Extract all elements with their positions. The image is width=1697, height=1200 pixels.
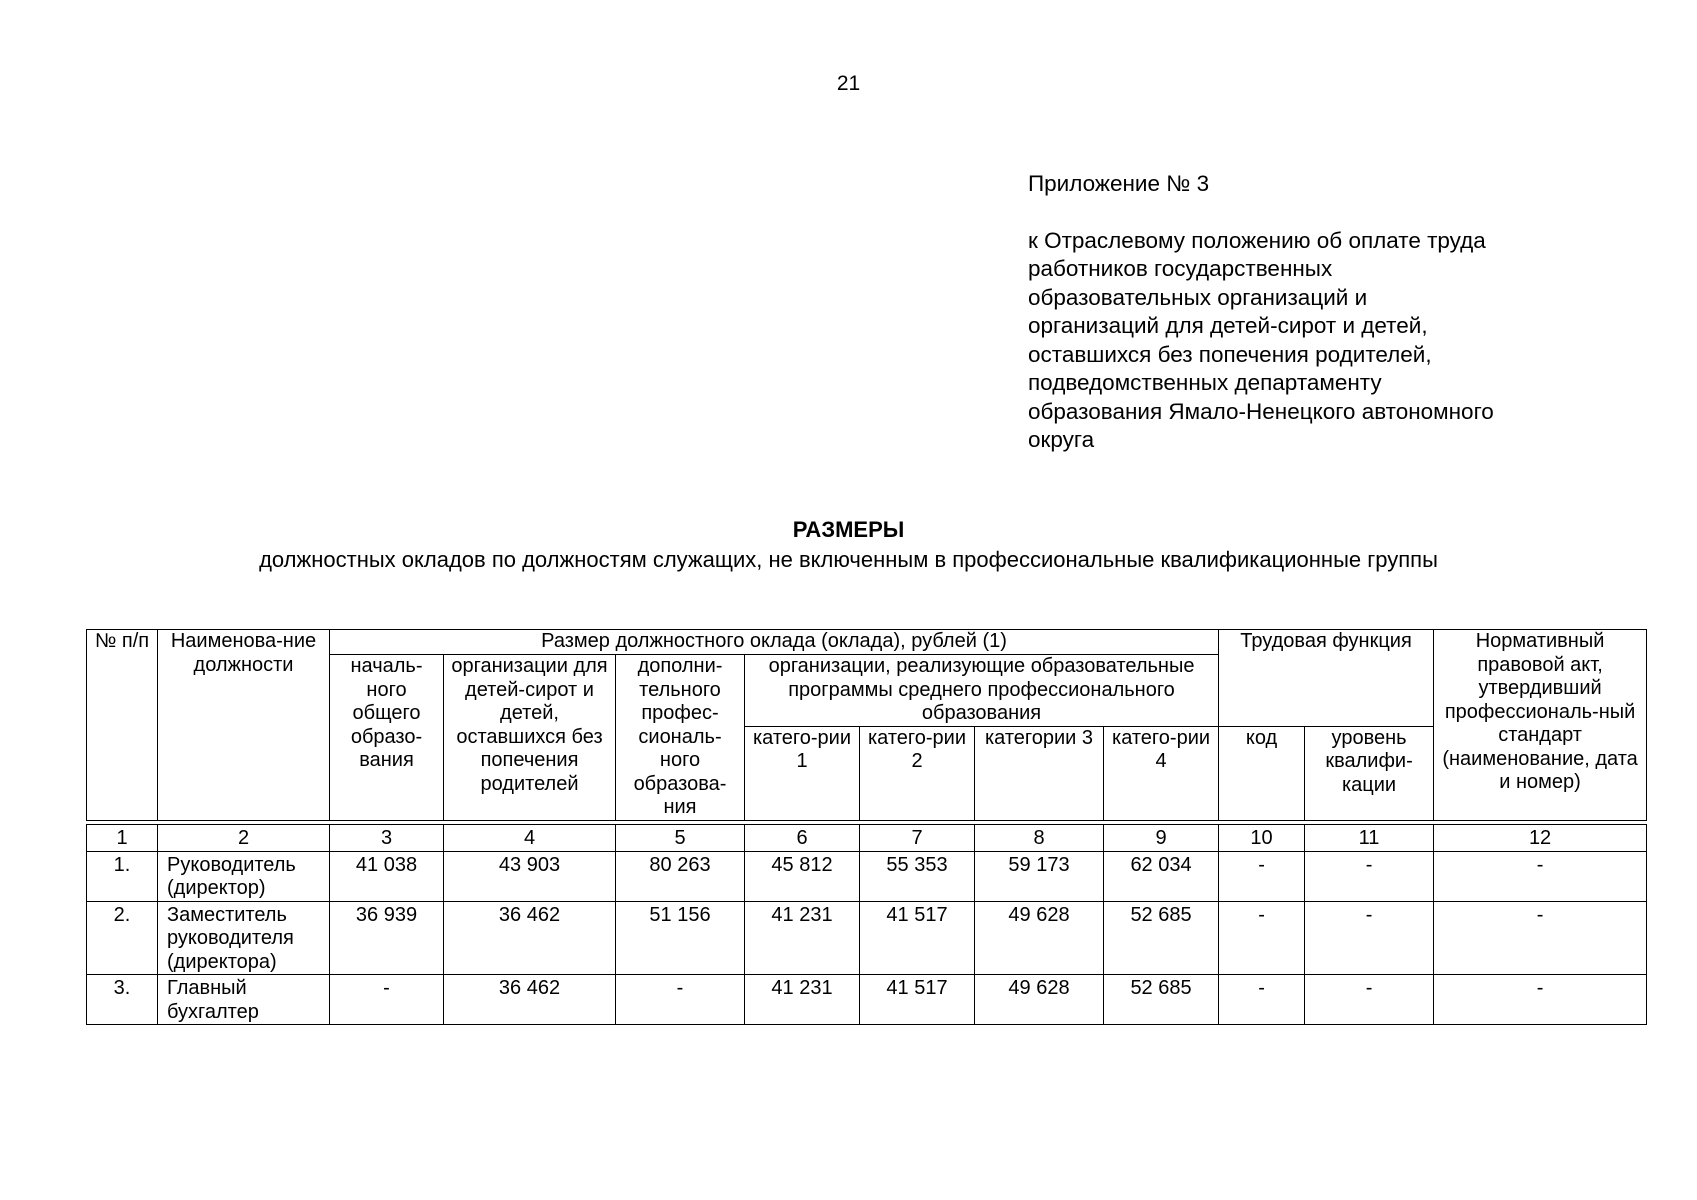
appendix-line: организаций для детей-сирот и детей, [1028,313,1428,338]
document-title: РАЗМЕРЫ [792,517,905,542]
salary-category-2: 41 517 [860,901,975,975]
appendix-line: оставшихся без попечения родителей, [1028,341,1432,367]
row-number: 2. [87,901,158,975]
column-number: 1 [87,824,158,851]
salary-primary: - [330,975,444,1025]
header-category-3: категории 3 [975,726,1104,820]
appendix-line: работников государственных [1028,256,1333,281]
header-category-1: катего-рии 1 [745,726,860,820]
normative-act: - [1434,851,1647,901]
column-number: 6 [745,824,860,851]
header-num: № п/п [87,630,158,821]
appendix-title: Приложение № 3 [1028,171,1210,196]
table-row [87,975,1647,1025]
salary-category-4: 62 034 [1104,851,1219,901]
header-code: код [1219,726,1305,820]
salary-category-1: 41 231 [745,901,860,975]
header-secondary-professional: организации, реализующие образовательные программы среднего профессионального образования [745,655,1219,727]
labor-code: - [1219,975,1305,1025]
salary-category-3: 49 628 [975,901,1104,975]
labor-code: - [1219,851,1305,901]
appendix-line: образования Ямало-Ненецкого автономного [1028,398,1494,424]
salary-category-2: 55 353 [860,851,975,901]
salary-primary: 36 939 [330,901,444,975]
header-name: Наименова-ние должности [158,630,330,821]
header-qualification-level: уровень квалифи-кации [1305,726,1434,820]
header-labor-function: Трудовая функция [1219,630,1434,727]
row-number: 1. [87,851,158,901]
salary-orphans: 36 462 [444,975,616,1025]
position-name: Заместитель руководителя (директора) [158,901,330,975]
column-number: 11 [1305,824,1434,851]
table-row [87,901,1647,975]
document-subtitle: должностных окладов по должностям служащих, не включенным в профессиональные квалификационные группы [259,547,1438,572]
salary-table [86,629,1647,1025]
column-number: 5 [616,824,745,851]
column-number: 4 [444,824,616,851]
salary-category-1: 45 812 [745,851,860,901]
header-category-4: катего-рии 4 [1104,726,1219,820]
salary-category-3: 59 173 [975,851,1104,901]
header-additional-education: дополни-тельного профес-сиональ-ного образова-ния [616,655,745,821]
row-number: 3. [87,975,158,1025]
salary-additional: 51 156 [616,901,745,975]
salary-category-2: 41 517 [860,975,975,1025]
salary-orphans: 36 462 [444,901,616,975]
header-category-2: катего-рии 2 [860,726,975,820]
header-orphan-organizations: организации для детей-сирот и детей, оставшихся без попечения родителей [444,655,616,821]
appendix-line: к Отраслевому положению об оплате труда [1028,227,1486,253]
header-normative-act: Нормативный правовой акт, утвердивший профессиональ-ный стандарт (наименование, дата и номер) [1434,630,1647,821]
document-heading [0,515,1697,575]
salary-category-4: 52 685 [1104,975,1219,1025]
position-name: Главный бухгалтер [158,975,330,1025]
qualification-level: - [1305,851,1434,901]
salary-additional: - [616,975,745,1025]
column-number: 9 [1104,824,1219,851]
column-numbers-row [87,824,1647,851]
page-number: 21 [836,72,861,95]
salary-category-4: 52 685 [1104,901,1219,975]
column-number: 8 [975,824,1104,851]
column-number: 10 [1219,824,1305,851]
normative-act: - [1434,975,1647,1025]
salary-category-3: 49 628 [975,975,1104,1025]
qualification-level: - [1305,901,1434,975]
column-number: 3 [330,824,444,851]
salary-category-1: 41 231 [745,975,860,1025]
qualification-level: - [1305,975,1434,1025]
column-number: 12 [1434,824,1647,851]
position-name: Руководитель (директор) [158,851,330,901]
column-number: 2 [158,824,330,851]
column-number: 7 [860,824,975,851]
salary-orphans: 43 903 [444,851,616,901]
appendix-line: округа [1028,427,1095,452]
appendix-block [1028,170,1618,455]
normative-act: - [1434,901,1647,975]
appendix-line: подведомственных департаменту [1028,370,1382,395]
table-row [87,851,1647,901]
salary-primary: 41 038 [330,851,444,901]
appendix-line: образовательных организаций и [1028,284,1368,310]
salary-additional: 80 263 [616,851,745,901]
header-salary-group: Размер должностного оклада (оклада), рублей (1) [330,630,1219,655]
labor-code: - [1219,901,1305,975]
header-primary-education: началь-ного общего образо-вания [330,655,444,821]
